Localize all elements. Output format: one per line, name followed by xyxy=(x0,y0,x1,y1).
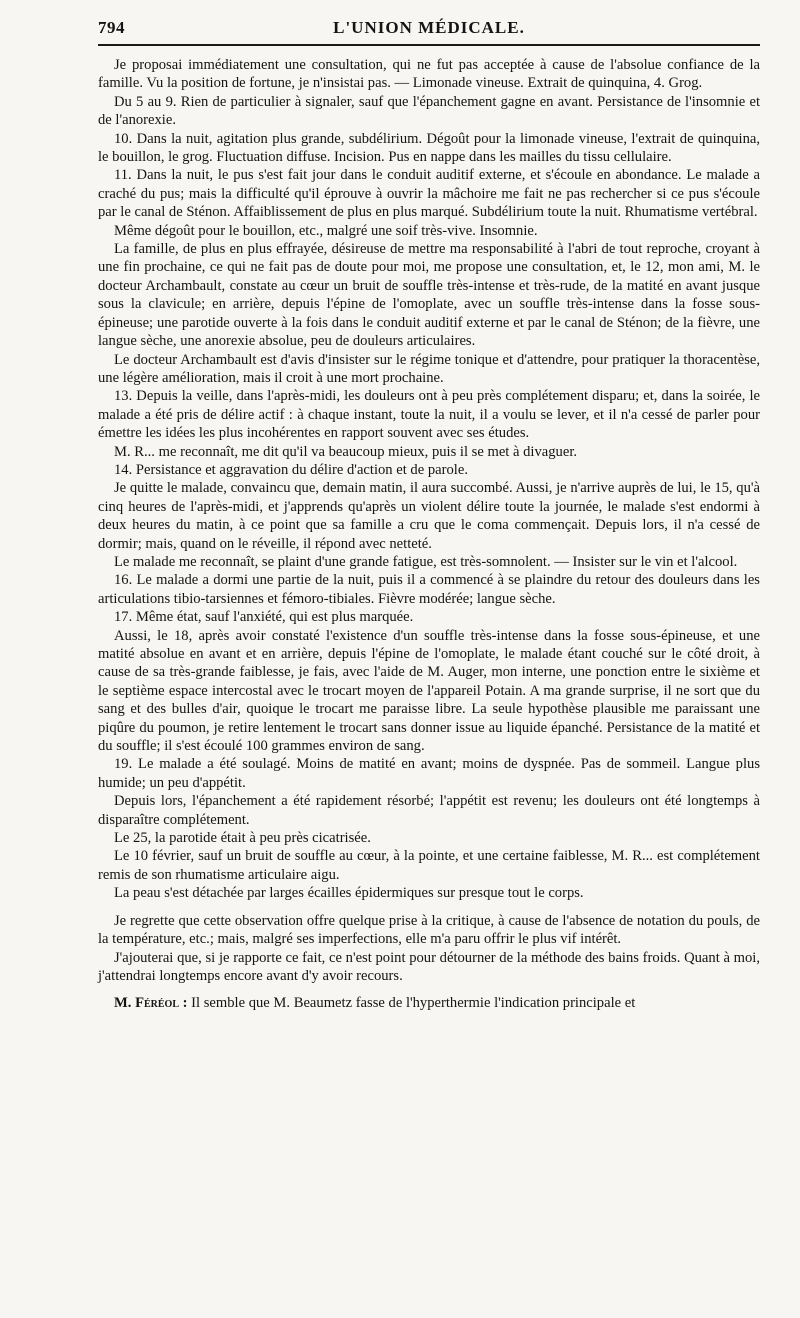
paragraph: Aussi, le 18, après avoir constaté l'existence d'un souffle très-intense dans la fosse sous-épineuse, et une matité absolue en avant et en arrière, depuis l'épine de l'omoplate, le malade étant couché sur le côté droit, à cause de sa très-grande faiblesse, je fais, avec l'aide de M. Auger, mon interne, une ponction entre le sixième et le septième espace intercostal avec le trocart moyen de l'appareil Potain. A ma grande surprise, il ne sort que du sang et des bulles d'air, quoique le trocart me paraisse libre. La seule hypothèse plausible me paraissant une piqûre du poumon, je retire lentement le trocart sans donner issue au liquide épanché. Persistance de la matité et du souffle; il s'est écoulé 100 grammes environ de sang. xyxy=(98,627,760,755)
paragraph: Le malade me reconnaît, se plaint d'une grande fatigue, est très-somnolent. — Insister sur le vin et l'alcool. xyxy=(114,553,738,570)
paragraph: Le docteur Archambault est d'avis d'insister sur le régime tonique et d'attendre, pour pratiquer la thoracentèse, une légère amélioration, mais il croit à une mort prochaine. xyxy=(98,351,760,386)
article-body xyxy=(98,56,760,1013)
paragraph: 14. Persistance et aggravation du délire d'action et de parole. xyxy=(114,461,468,478)
paragraph: Du 5 au 9. Rien de particulier à signaler, sauf que l'épanchement gagne en avant. Persistance de l'insomnie et de l'anorexie. xyxy=(98,93,760,129)
paragraph: La peau s'est détachée par larges écailles épidermiques sur presque tout le corps. xyxy=(114,885,584,902)
paragraph: Le 25, la parotide était à peu près cicatrisée. xyxy=(114,830,371,847)
page-number: 794 xyxy=(98,18,125,37)
running-title: L'UNION MÉDICALE. xyxy=(333,18,525,37)
paragraph: La famille, de plus en plus effrayée, désireuse de mettre ma responsabilité à l'abri de tout reproche, croyant à une fin prochaine, ce qui ne fait pas de doute pour moi, me propose une consultation, et, le 12, mon ami, M. le docteur Archambault, constate au cœur un bruit de souffle très-intense et très-rude, de la matité en avant jusque sous la clavicule; en arrière, depuis l'épine de l'omoplate, avec un souffle très-intense dans la fosse sous-épineuse; une parotide ouverte à la fois dans le conduit auditif externe et par le canal de Sténon; de la fièvre, une langue sèche, une anorexie absolue, peu de douleurs articulaires. xyxy=(98,241,760,350)
paragraph: 13. Depuis la veille, dans l'après-midi, les douleurs ont à peu près complétement disparu; et, dans la soirée, le malade a été pris de délire actif : à chaque instant, toute la nuit, il a voulu se lever, et il n'a cessé de parler pour émettre les idées les plus incohérentes en rapport souvent avec ses études. xyxy=(98,388,760,442)
discussion-paragraph xyxy=(98,994,760,1012)
paragraph: 11. Dans la nuit, le pus s'est fait jour dans le conduit auditif externe, et s'écoule en abondance. Le malade a craché du pus; mais la difficulté qu'il éprouve à ouvrir la mâchoire me fait ne pas rechercher si ce pus s'écoule par le canal de Sténon. Affaiblissement de plus en plus marqué. Subdélirium toute la nuit. Rhumatisme vertébral. xyxy=(98,167,760,221)
paragraph: 16. Le malade a dormi une partie de la nuit, puis il a commencé à se plaindre du retour des douleurs dans les articulations tibio-tarsiennes et fémoro-tibiales. Fièvre modérée; langue sèche. xyxy=(98,572,760,607)
paragraph: Même dégoût pour le bouillon, etc., malgré une soif très-vive. Insomnie. xyxy=(114,222,538,239)
paragraph: M. R... me reconnaît, me dit qu'il va beaucoup mieux, puis il se met à divaguer. xyxy=(114,443,578,460)
paragraph: Depuis lors, l'épanchement a été rapidement résorbé; l'appétit est revenu; les douleurs ont été longtemps à disparaître complétement. xyxy=(98,793,760,828)
page-header xyxy=(98,14,760,46)
paragraph: Je regrette que cette observation offre quelque prise à la critique, à cause de l'absence de notation du pouls, de la température, etc.; mais, malgré ses imperfections, elle m'a paru offrir le plus vif intérêt. xyxy=(98,912,760,948)
paragraph: J'ajouterai que, si je rapporte ce fait, ce n'est point pour détourner de la méthode des bains froids. Quant à moi, j'attendrai longtemps encore avant d'y avoir recours. xyxy=(98,949,760,984)
paragraph: Je proposai immédiatement une consultation, qui ne fut pas acceptée à cause de l'absolue confiance de la famille. Vu la position de fortune, je n'insistai pas. — Limonade vineuse. Extrait de quinquina, 4. Grog. xyxy=(98,57,760,92)
paragraph: Le 10 février, sauf un bruit de souffle au cœur, à la pointe, et une certaine faiblesse, M. R... est complétement remis de son rhumatisme articulaire aigu. xyxy=(98,848,760,883)
paragraph: 19. Le malade a été soulagé. Moins de matité en avant; moins de dyspnée. Pas de sommeil. Langue plus humide; un peu d'appétit. xyxy=(98,756,760,791)
paragraph: Je quitte le malade, convaincu que, demain matin, il aura succombé. Aussi, je n'arrive auprès de lui, le 15, qu'à cinq heures de l'après-midi, et j'apprends qu'après un violent délire toute la journée, le malade s'est endormi à deux heures du matin, à ce point que sa famille a cru que le coma commençait. Depuis lors, il n'a cessé de dormir; mais, quand on le réveille, il répond avec netteté. xyxy=(98,480,760,552)
speaker-name: M. Féréol : xyxy=(114,995,188,1012)
paragraph: 17. Même état, sauf l'anxiété, qui est plus marquée. xyxy=(114,609,414,626)
paragraph: 10. Dans la nuit, agitation plus grande, subdélirium. Dégoût pour la limonade vineuse, l'extrait de quinquina, le bouillon, le grog. Fluctuation diffuse. Incision. Pus en nappe dans les mailles du tissu cellulaire. xyxy=(98,130,760,166)
speaker-text: Il semble que M. Beaumetz fasse de l'hyperthermie l'indication principale et xyxy=(187,995,636,1012)
